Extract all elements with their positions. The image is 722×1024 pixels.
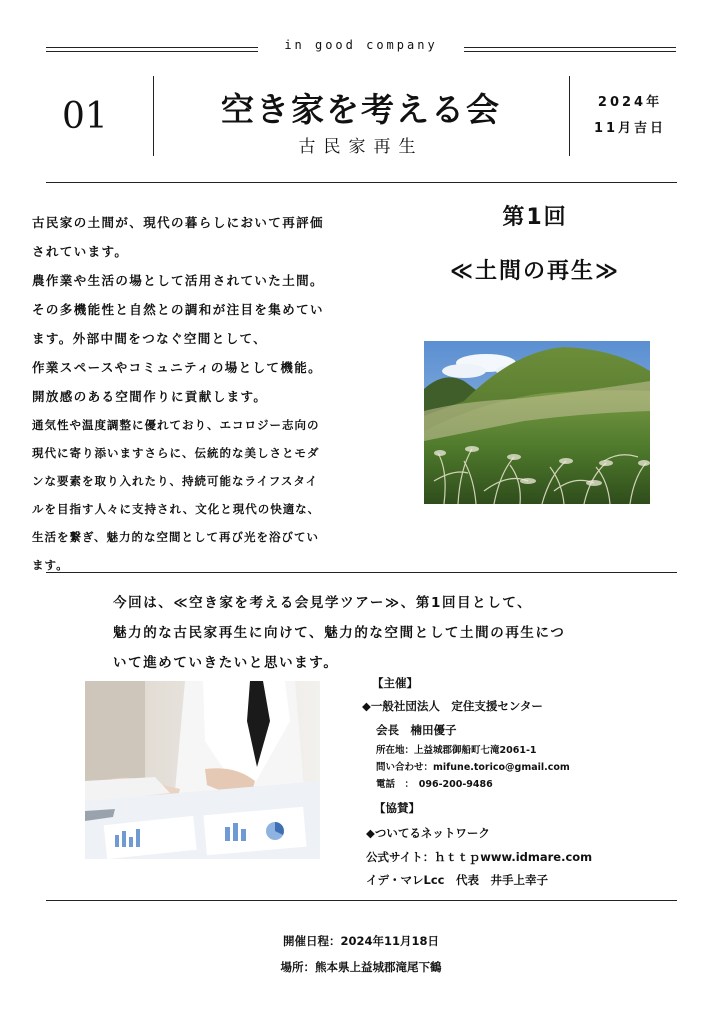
header-divider-left [153, 76, 154, 156]
business-meeting-photo [85, 681, 320, 859]
header-divider-right [569, 76, 570, 156]
intro-line: 古民家の土間が、現代の暮らしにおいて再評価 [32, 215, 324, 230]
event-place: 場所：熊本県上益城郡滝尾下鶴 [280, 960, 442, 974]
section-rule [46, 572, 677, 573]
page-subtitle: 古民家再生 [298, 137, 424, 157]
organizer-phone: 電話 ： 096-200-9486 [376, 779, 493, 790]
sponsor-heading: 【協賛】 [374, 801, 420, 815]
header-double-rule-right [464, 47, 676, 52]
intro-article [32, 208, 404, 579]
intro-line: 農作業や生活の場として活用されていた土間。 [32, 273, 324, 288]
intro-line: ます。外部中間をつなぐ空間として、 [32, 331, 268, 346]
notice-line: いて進めていきたいと思います。 [113, 655, 339, 671]
organizer-details [376, 742, 570, 790]
sponsor-name: ◆ついてるネットワーク [366, 826, 490, 840]
intro-line: ルを目指す人々に支持され、文化と現代の快適な、 [32, 502, 321, 516]
issue-date-day: 11月吉日 [593, 121, 667, 136]
episode-topic: ≪土間の再生≫ [449, 259, 621, 284]
intro-line: ンな要素を取り入れたり、持続可能なライフスタイ [32, 474, 319, 488]
sponsor-representative: イデ・マレLcc 代表 井手上幸子 [366, 873, 548, 887]
issue-date-year: 2024年 [597, 95, 663, 110]
intro-line: 通気性や温度調整に優れており、エコロジー志向の [32, 418, 320, 432]
event-info [160, 928, 562, 980]
notice-line: 魅力的な古民家再生に向けて、魅力的な空間として土間の再生につ [113, 625, 566, 641]
sponsor-website: 公式サイト：ｈｔｔｐwww.idmare.com [366, 850, 593, 864]
footer-rule [46, 900, 677, 901]
intro-line: 現代に寄り添いますさらに、伝統的な美しさとモダ [32, 446, 320, 460]
organizer-heading: 【主催】 [372, 676, 418, 690]
episode-number: 第1回 [502, 205, 568, 230]
pampas-grass-hill-photo [424, 341, 650, 504]
header-double-rule-left [46, 47, 258, 52]
intro-line: ます。 [32, 558, 69, 572]
issue-number: 01 [62, 96, 108, 137]
tour-notice [113, 588, 673, 678]
issue-date [580, 90, 680, 142]
intro-line: 生活を繋ぎ、魅力的な空間として再び光を浴びてい [32, 530, 320, 544]
intro-line: されています。 [32, 244, 129, 259]
intro-line: その多機能性と自然との調和が注目を集めてい [32, 302, 324, 317]
notice-line: 今回は、≪空き家を考える会見学ツアー≫、第1回目として、 [113, 595, 533, 611]
organizer-address: 所在地：上益城郡御船町七滝2061-1 [376, 745, 537, 756]
organizer-contact-email: 問い合わせ：mifune.torico@gmail.com [376, 762, 570, 773]
tagline: in good company [284, 38, 438, 52]
intro-line: 開放感のある空間作りに貢献します。 [32, 389, 268, 404]
organizer-name: ◆一般社団法人 定住支援センター [362, 699, 543, 713]
header-bottom-rule [46, 182, 677, 183]
event-date: 開催日程：2024年11月18日 [282, 934, 439, 948]
intro-line: 作業スペースやコミュニティの場として機能。 [32, 360, 323, 375]
business-document-image [85, 681, 320, 859]
pampas-grass-hill-image [424, 341, 650, 504]
organizer-chair: 会長 楠田優子 [376, 723, 457, 737]
page-title: 空き家を考える会 [221, 90, 501, 129]
